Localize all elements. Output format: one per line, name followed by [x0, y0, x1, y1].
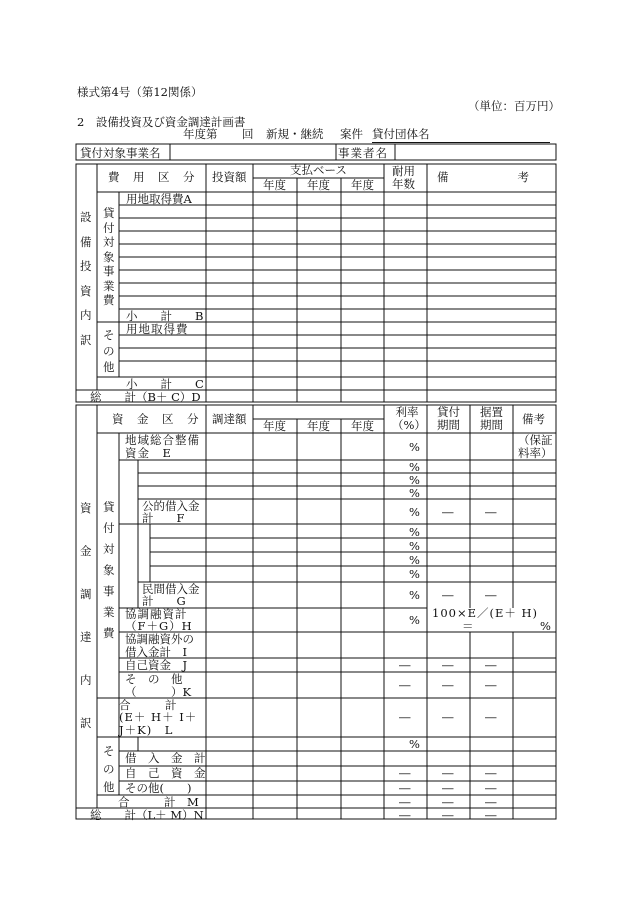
t2-rate-header: 利率（%） [392, 405, 426, 432]
t2-total-l-label: 合 計 [119, 698, 177, 712]
subtitle-year: 年度第 [183, 127, 218, 141]
t2-own-funds: 自 己 資 金 [125, 766, 206, 780]
t2-ratio-percent: % [540, 619, 551, 633]
t2-loan-period-header: 貸付期間 [437, 405, 460, 432]
t1-loan-group-label: 貸付対象事業費 [103, 206, 115, 307]
t2-dash-own-rate: ― [399, 766, 411, 780]
t2-percent-other: % [409, 737, 420, 751]
t2-total-m: 合 計 M [118, 795, 199, 809]
t2-dash-m-loan: ― [442, 795, 454, 809]
t2-dash-m-rate: ― [399, 795, 411, 809]
t2-percent-r1: % [409, 460, 420, 474]
t2-dash-l-loan: ― [442, 710, 454, 724]
t2-percent-h: % [409, 613, 420, 627]
t2-loan-group-label: 貸付対象事業費 [103, 500, 115, 640]
t2-percent-r3: % [409, 486, 420, 500]
t1-remarks-header: 備 考 [437, 170, 529, 184]
t2-other-paren: その他( ) [125, 781, 192, 795]
t2-dash-own-loan: ― [442, 766, 454, 780]
t1-subtotal-c: 小 計 C [126, 377, 204, 391]
t1-category-header: 費 用 区 分 [108, 170, 196, 184]
t2-percent-r7: % [409, 553, 420, 567]
unit-label: （単位：百万円） [468, 99, 560, 113]
t2-dash-n-loan: ― [442, 808, 454, 822]
t2-dash-n-defer: ― [485, 808, 497, 822]
t1-payment-base-header: 支払ベース [290, 163, 347, 177]
t1-other-group-label: その他 [103, 328, 115, 374]
t2-percent-r5: % [409, 525, 420, 539]
t2-percent-e: % [409, 440, 420, 454]
t2-category-header: 資 金 区 分 [112, 412, 200, 426]
t2-percent-r6: % [409, 539, 420, 553]
t1-land-acquisition-other: 用地取得費 [126, 322, 189, 336]
t2-dash-k-rate: ― [399, 678, 411, 692]
t2-ratio-formula: 100×E／(E＋ H) [432, 606, 539, 620]
t2-dash-j-rate: ― [399, 658, 411, 672]
project-name-label: 貸付対象事業名 [80, 146, 161, 160]
t2-dash-oth-rate: ― [399, 781, 411, 795]
t2-private-loan-g: 民間借入金計 G [142, 582, 200, 608]
t1-useful-life-header: 耐用年数 [392, 164, 415, 191]
t2-percent-r8: % [409, 567, 420, 581]
t2-dash-l-rate: ― [399, 710, 411, 724]
t2-dash-f-loan: ― [442, 505, 454, 519]
t2-ratio-equals: ＝ [462, 619, 474, 633]
t2-dash-k-loan: ― [442, 678, 454, 692]
t1-subtotal-b: 小 計 B [126, 309, 204, 323]
t2-procurement-header: 調達額 [212, 412, 247, 426]
t1-land-acquisition-a: 用地取得費A [126, 192, 192, 206]
t2-percent-r2: % [409, 473, 420, 487]
t2-guarantee-note: （保証料率） [518, 433, 553, 460]
form-number: 様式第4号（第12関係） [77, 85, 203, 99]
t2-dash-f-defer: ― [485, 505, 497, 519]
t2-dash-oth-defer: ― [485, 781, 497, 795]
t2-percent-f: % [409, 505, 420, 519]
t2-side-label: 資金調達内訳 [80, 501, 92, 730]
subtitle-type: 新規・継続 [266, 127, 324, 141]
t1-grand-total-d: 総 計（B＋ C）D [90, 390, 201, 404]
t2-dash-g-loan: ― [442, 588, 454, 602]
t2-dash-l-defer: ― [485, 710, 497, 724]
t2-dash-m-defer: ― [485, 795, 497, 809]
t2-regional-fund-e: 地域総合整備資金 E [125, 433, 200, 460]
t2-year-header-1: 年度 [263, 419, 286, 433]
document-title: 2 設備投資及び資金調達計画書 [77, 115, 246, 129]
t2-public-loan-f: 公的借入金計 F [142, 499, 200, 525]
t2-deferment-header: 据置期間 [480, 405, 503, 432]
t2-dash-k-defer: ― [485, 678, 497, 692]
t2-grand-total-n: 総 計（L＋ M）N [90, 808, 204, 822]
operator-name-label: 事業者名 [338, 146, 388, 160]
t2-dash-j-loan: ― [442, 658, 454, 672]
lender-name-label: 貸付団体名 [372, 127, 430, 141]
t2-borrowing-total: 借 入 金 計 [125, 751, 206, 765]
t2-remarks-header: 備考 [522, 412, 545, 426]
t1-year-header-1: 年度 [263, 178, 286, 192]
t2-year-header-2: 年度 [307, 419, 330, 433]
t2-non-coordinated-i: 協調融資外の借入金計 I [125, 632, 194, 659]
t2-own-funds-j: 自己資金 J [125, 658, 188, 672]
t2-dash-g-defer: ― [485, 588, 497, 602]
t2-year-header-3: 年度 [351, 419, 374, 433]
t2-dash-n-rate: ― [399, 808, 411, 822]
t1-side-label: 設備投資内訳 [80, 210, 92, 347]
t2-dash-oth-loan: ― [442, 781, 454, 795]
t2-dash-own-defer: ― [485, 766, 497, 780]
t1-investment-header: 投資額 [212, 170, 247, 184]
t2-other-k: そ の 他（ ）K [125, 672, 192, 699]
t1-year-header-2: 年度 [307, 178, 330, 192]
t1-year-header-3: 年度 [351, 178, 374, 192]
t2-total-l-formula: (E＋ H＋ I＋ J＋K) L [119, 710, 198, 737]
subtitle-round: 回 [242, 127, 254, 141]
t2-other-group-label: その他 [103, 744, 115, 794]
t2-percent-g: % [409, 588, 420, 602]
subtitle-case: 案件 [340, 127, 363, 141]
t2-dash-j-defer: ― [485, 658, 497, 672]
t2-coordinated-total-h: 協調融資計（F＋G）H [125, 607, 193, 633]
